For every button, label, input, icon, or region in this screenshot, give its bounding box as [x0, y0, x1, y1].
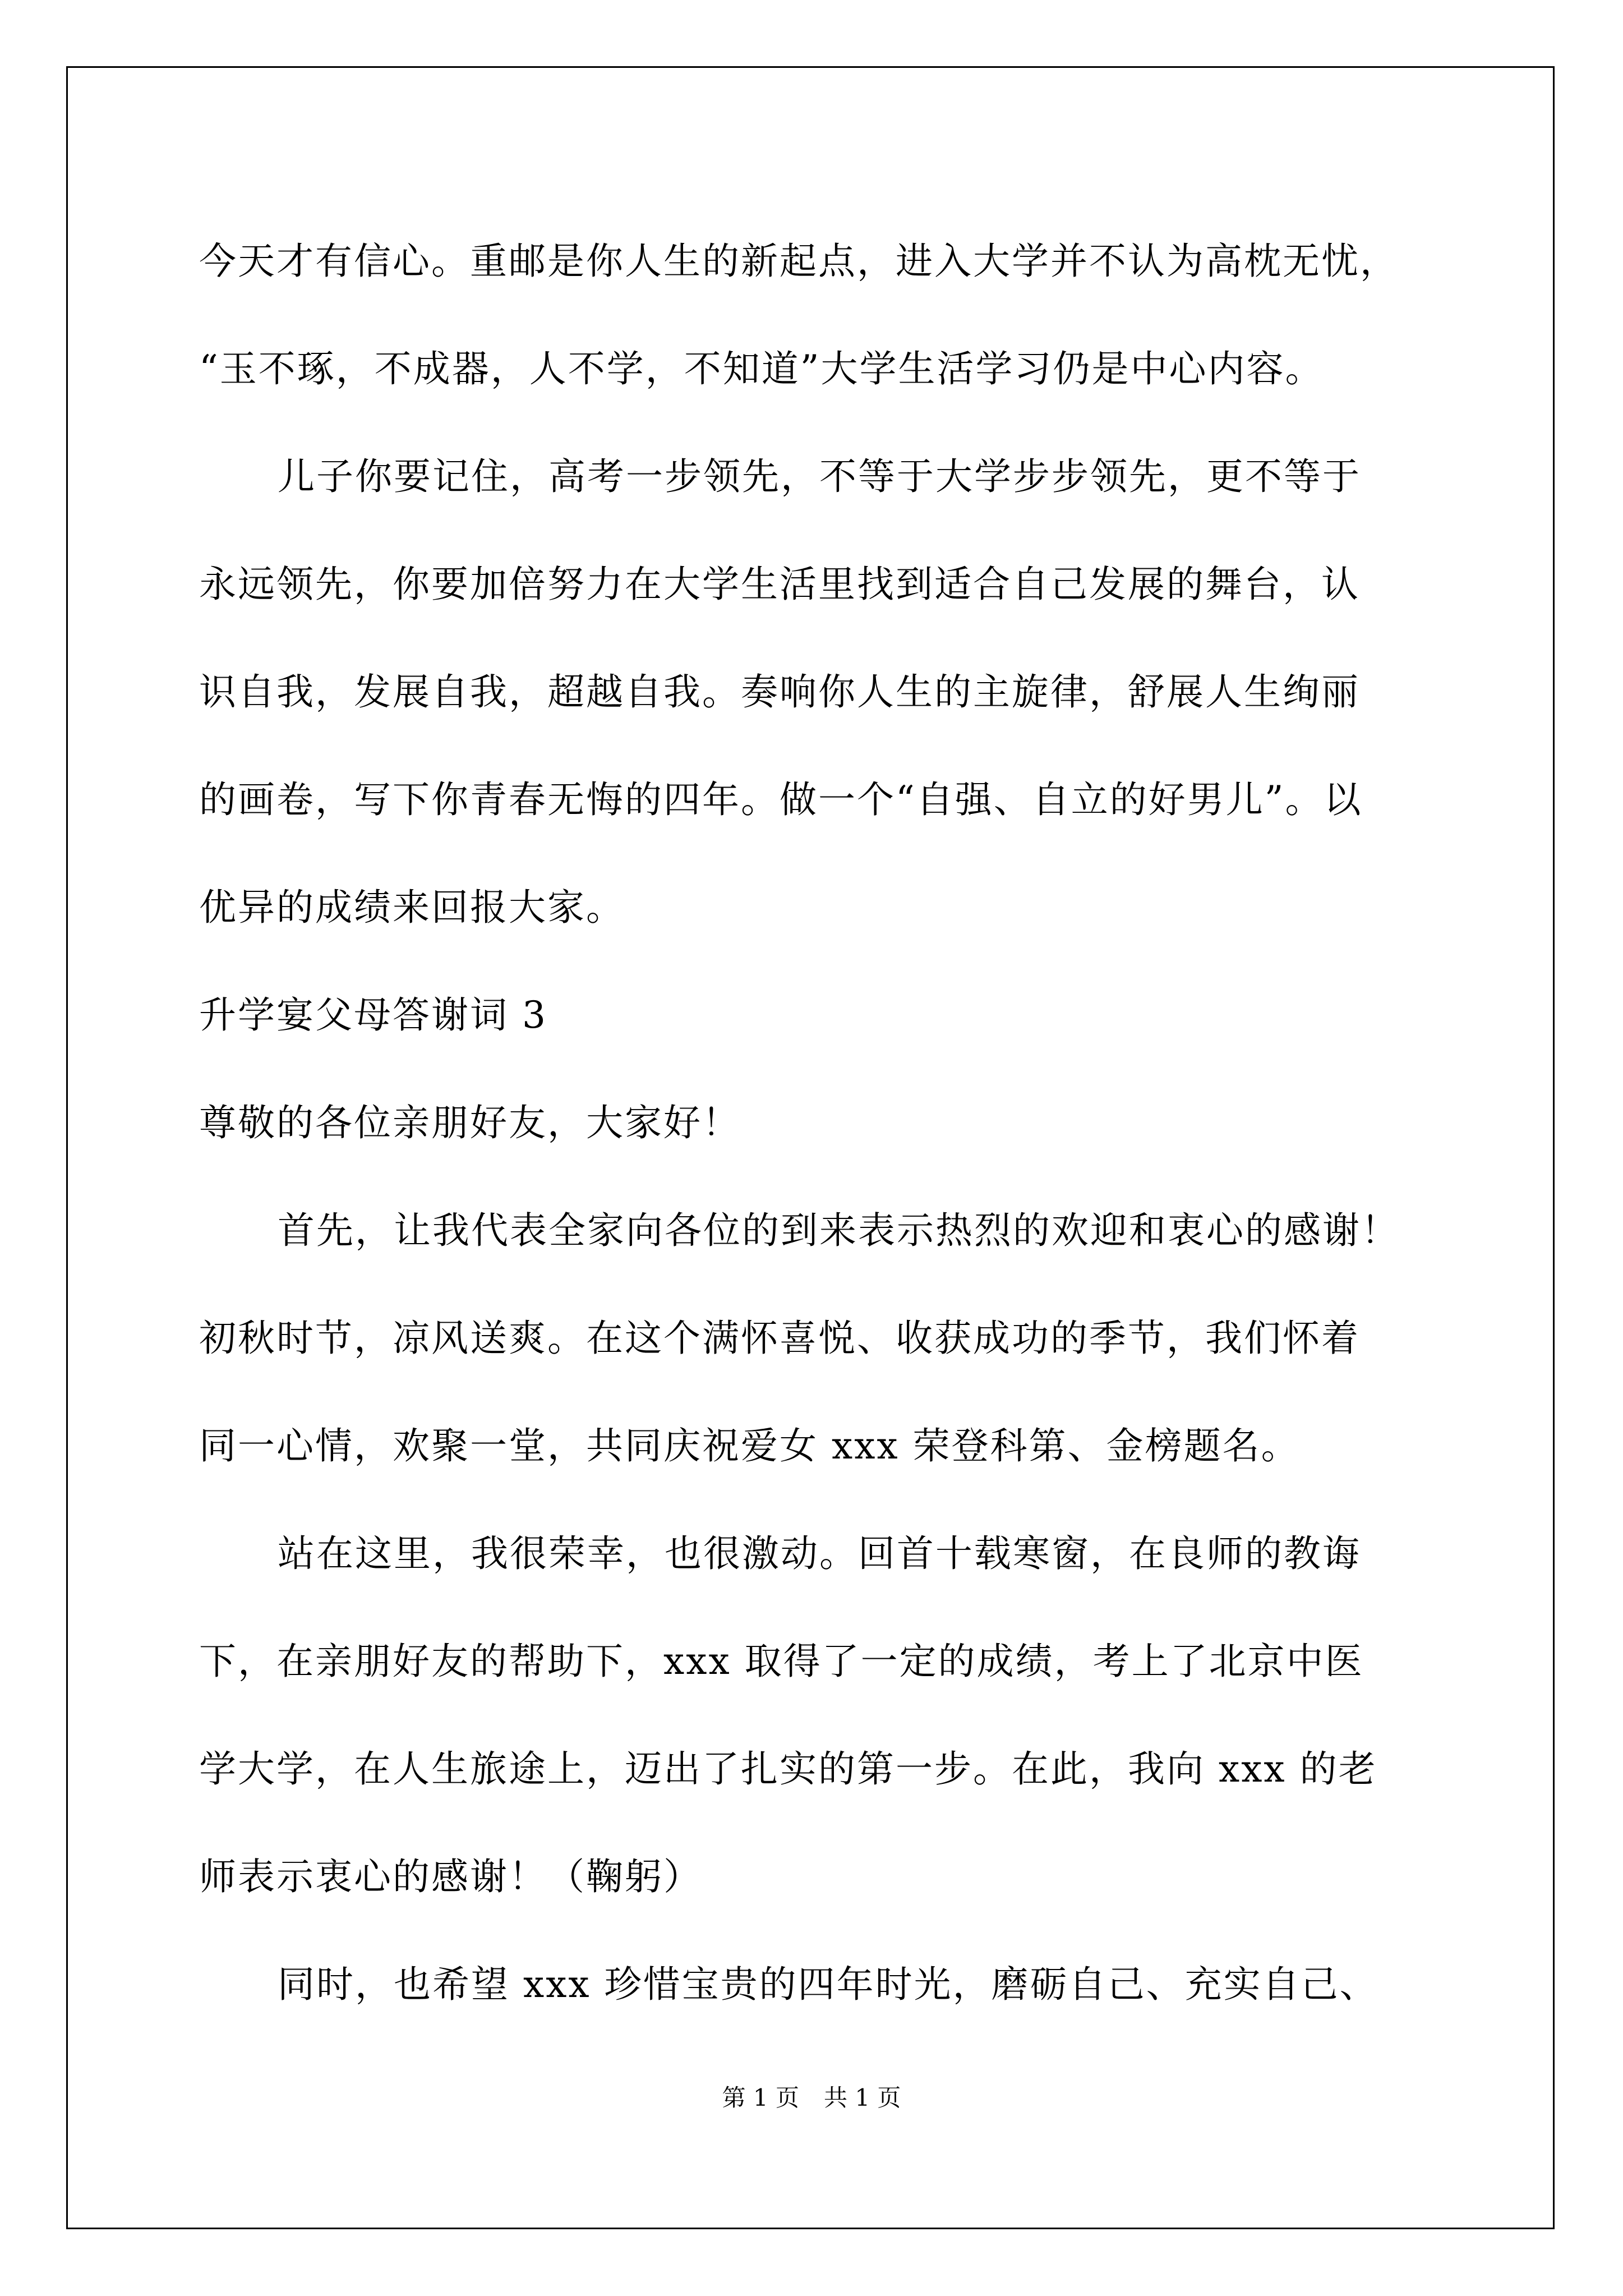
- page-number-current: 第 1 页: [722, 2084, 799, 2111]
- text-line-6: 的画卷，写下你青春无悔的四年。做一个“自强、自立的好男儿”。以: [199, 778, 1363, 821]
- page-number-total: 共 1 页: [824, 2084, 901, 2111]
- section-heading: 升学宴父母答谢词 3: [199, 993, 547, 1037]
- text-line-15: 学大学，在人生旅途上，迈出了扎实的第一步。在此，我向 xxx 的老: [199, 1747, 1377, 1791]
- text-line-17: 同时，也希望 xxx 珍惜宝贵的四年时光，磨砺自己、充实自己、: [278, 1963, 1378, 2006]
- salutation: 尊敬的各位亲朋好友，大家好！: [199, 1101, 741, 1144]
- text-line-4: 永远领先，你要加倍努力在大学生活里找到适合自己发展的舞台，认: [199, 563, 1360, 606]
- text-line-14: 下，在亲朋好友的帮助下，xxx 取得了一定的成绩，考上了北京中医: [199, 1640, 1364, 1683]
- text-line-16: 师表示衷心的感谢！（鞠躬）: [199, 1855, 702, 1898]
- text-line-1: 今天才有信心。重邮是你人生的新起点，进入大学并不认为高枕无忧，: [199, 240, 1399, 283]
- document-body: [199, 208, 1450, 2039]
- text-line-3: 儿子你要记住，高考一步领先，不等于大学步步领先，更不等于: [278, 455, 1361, 498]
- page-footer: [0, 2081, 1623, 2115]
- text-line-12: 同一心情，欢聚一堂，共同庆祝爱女 xxx 荣登科第、金榜题名。: [199, 1424, 1300, 1467]
- text-line-11: 初秋时节，凉风送爽。在这个满怀喜悦、收获成功的季节，我们怀着: [199, 1317, 1360, 1360]
- text-line-2: “玉不琢，不成器，人不学，不知道”大学生活学习仍是中心内容。: [199, 347, 1324, 390]
- text-line-13: 站在这里，我很荣幸，也很激动。回首十载寒窗，在良师的教诲: [278, 1532, 1361, 1575]
- text-line-7: 优异的成绩来回报大家。: [199, 886, 625, 929]
- text-line-5: 识自我，发展自我，超越自我。奏响你人生的主旋律，舒展人生绚丽: [199, 670, 1360, 714]
- text-line-10: 首先，让我代表全家向各位的到来表示热烈的欢迎和衷心的感谢！: [278, 1209, 1400, 1252]
